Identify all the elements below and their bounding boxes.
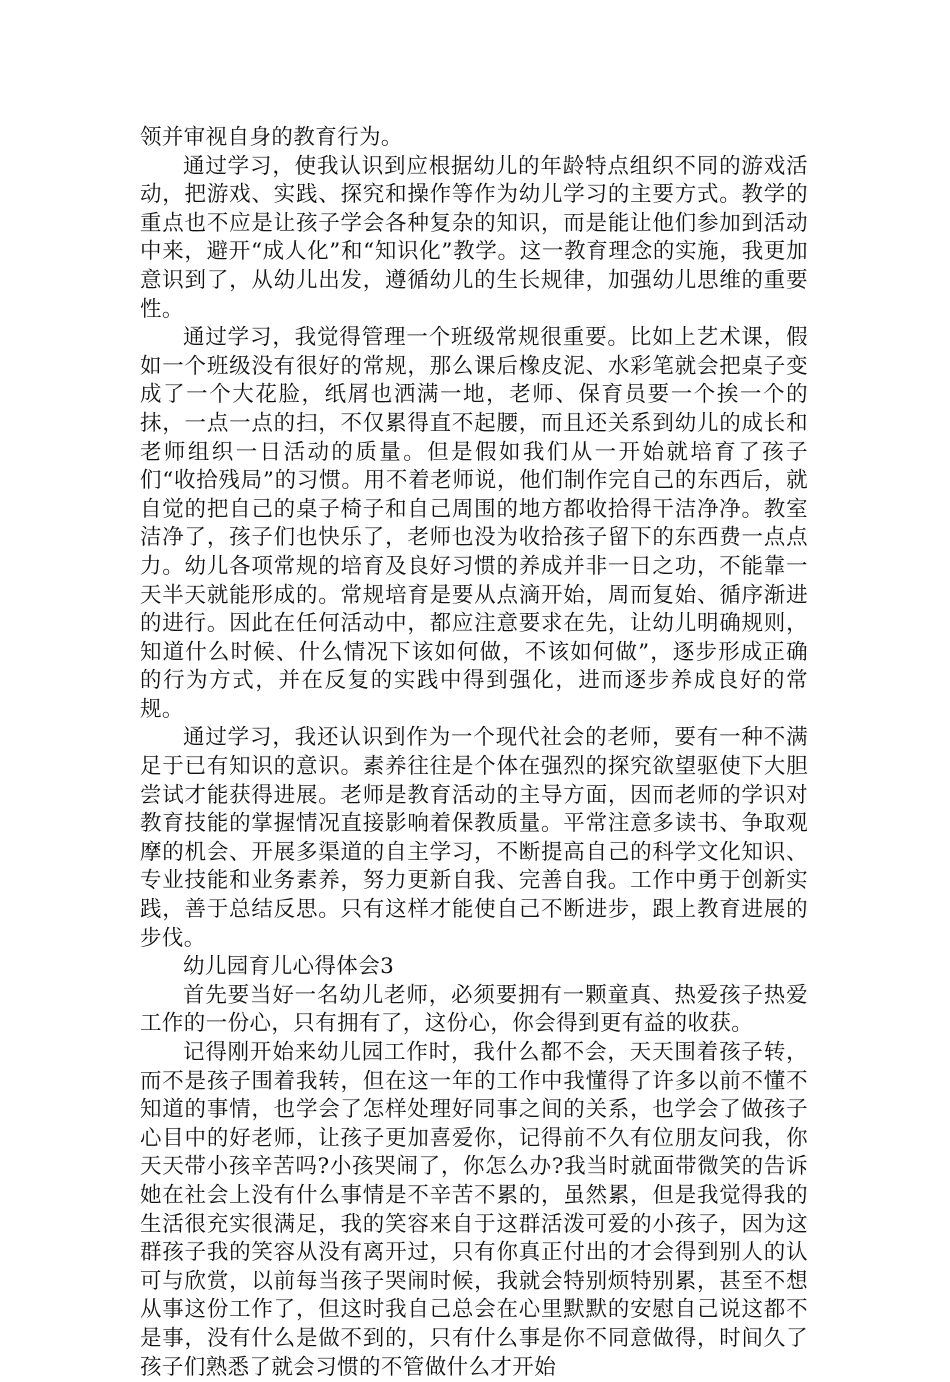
paragraph-1: 领并审视自身的教育行为。 xyxy=(140,125,403,150)
paragraph-6: 记得刚开始来幼儿园工作时，我什么都不会，天天围着孩子转，而不是孩子围着我转，但在这一年的工作中我懂得了许多以前不懂不知道的事情，也学会了怎样处理好同事之间的关系，也学会了做孩子心目中的好老师，让孩子更加喜爱你，记得前不久有位朋友问我，你天天带小孩辛苦吗?小孩哭闹了，你怎么办?我当时就面带微笑的告诉她在社会上没有什么事情是不辛苦不累的，虽然累，但是我觉得我的生活很充实很满足，我的笑容来自于这群活泼可爱的小孩子，因为这群孩子我的笑容从没有离开过，只有你真正付出的才会得到别人的认可与欣赏，以前每当孩子哭闹时候，我就会特别烦特别累，甚至不想从事这份工作了，但这时我自己总会在心里默默的安慰自己说这都不是事，没有什么是做不到的，只有什么事是你不同意做得，时间久了孩子们熟悉了就会习惯的不管做什么才开始 xyxy=(140,1040,808,1380)
paragraph-3: 通过学习，我觉得管理一个班级常规很重要。比如上艺术课，假如一个班级没有很好的常规，那么课后橡皮泥、水彩笔就会把桌子变成了一个大花脸，纸屑也洒满一地，老师、保育员要一个挨一个的抹，一点一点的扫，不仅累得直不起腰，而且还关系到幼儿的成长和老师组织一日活动的质量。但是假如我们从一开始就培育了孩子们“收拾残局”的习惯。用不着老师说，他们制作完自己的东西后，就自觉的把自己的桌子椅子和自己周围的地方都收拾得干洁净净。教室洁净了，孩子们也快乐了，老师也没为收拾孩子留下的东西费一点点力。幼儿各项常规的培育及良好习惯的养成并非一日之功，不能靠一天半天就能形成的。常规培育是要从点滴开始，周而复始、循序渐进的进行。因此在任何活动中，都应注意要求在先，让幼儿明确规则，知道什么时候、什么情况下该如何做，不该如何做”，逐步形成正确的行为方式，并在反复的实践中得到强化，进而逐步养成良好的常规。 xyxy=(140,325,808,722)
paragraph-2: 通过学习，使我认识到应根据幼儿的年龄特点组织不同的游戏活动，把游戏、实践、探究和操作等作为幼儿学习的主要方式。教学的重点也不应是让孩子学会各种复杂的知识，而是能让他们参加到活动中来，避开“成人化”和“知识化”教学。这一教育理念的实施，我更加意识到了，从幼儿出发，遵循幼儿的生长规律，加强幼儿思维的重要性。 xyxy=(140,153,808,322)
paragraph-4: 通过学习，我还认识到作为一个现代社会的老师，要有一种不满足于已有知识的意识。素养往往是个体在强烈的探究欲望驱使下大胆尝试才能获得进展。老师是教育活动的主导方面，因而老师的学识对教育技能的掌握情况直接影响着保教质量。平常注意多读书、争取观摩的机会、开展多渠道的自主学习，不断提高自己的科学文化知识、专业技能和业务素养，努力更新自我、完善自我。工作中勇于创新实践，善于总结反思。只有这样才能使自己不断进步，跟上教育进展的步伐。 xyxy=(140,725,808,951)
paragraph-5: 首先要当好一名幼儿老师，必须要拥有一颗童真、热爱孩子热爱工作的一份心，只有拥有了，这份心，你会得到更有益的收获。 xyxy=(140,982,808,1037)
document-body xyxy=(140,124,808,1382)
section-heading: 幼儿园育儿心得体会3 xyxy=(183,954,395,980)
